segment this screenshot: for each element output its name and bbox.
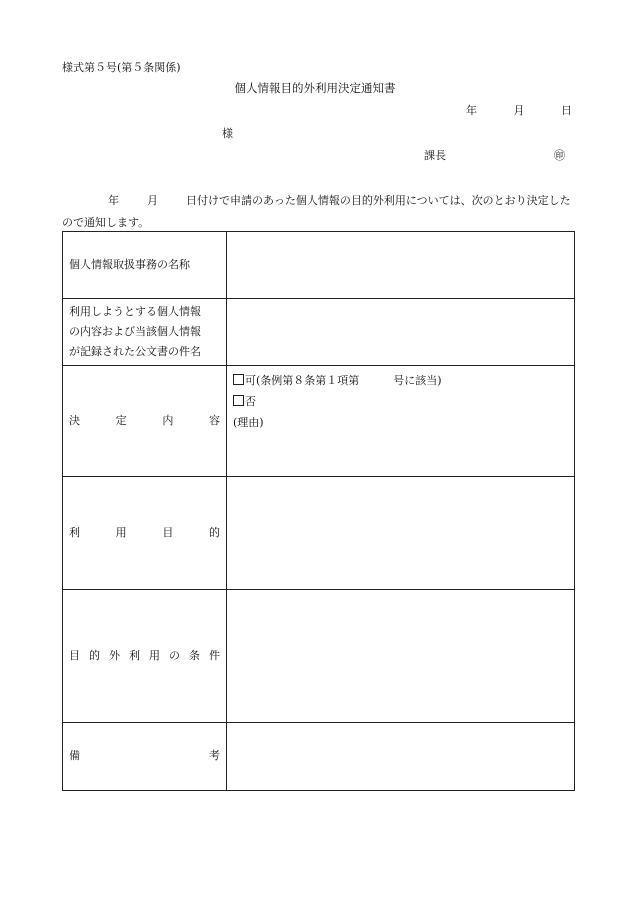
field-remarks[interactable] [227, 722, 575, 790]
option-deny-label: 否 [245, 395, 256, 409]
row1-label-text: 個人情報取扱事務の名称 [69, 258, 190, 272]
table-row [63, 477, 575, 589]
row-label-purpose [63, 477, 227, 589]
row-label-remarks [63, 722, 227, 790]
table-row [63, 722, 575, 790]
notice-body-line1 [62, 190, 574, 212]
row5-label-char: 的 [89, 648, 100, 662]
row2-label-line2: の内容および当該個人情報 [69, 325, 201, 339]
row-label-conditions [63, 589, 227, 722]
date-line [466, 102, 572, 118]
body-year: 年 [108, 194, 119, 207]
row4-label-char: 利 [69, 526, 80, 539]
option-deny[interactable] [233, 391, 568, 412]
row5-label-char: 外 [109, 648, 120, 662]
table-row [63, 366, 575, 477]
row5-label-char: 用 [149, 648, 160, 662]
row4-label-char: 的 [208, 526, 220, 539]
notice-body [62, 190, 574, 234]
row6-label-char: 考 [209, 749, 220, 763]
row3-label-char: 決 [69, 414, 80, 428]
reason-label: (理由) [233, 416, 264, 430]
document-title: 個人情報目的外利用決定通知書 [234, 81, 396, 95]
seal-mark: ㊞ [554, 149, 565, 162]
form-number: 様式第５号(第５条関係) [62, 61, 181, 74]
field-purpose[interactable] [227, 477, 575, 589]
body-month: 月 [147, 194, 158, 207]
row-label-office-name [63, 232, 227, 299]
date-year: 年 [466, 104, 477, 117]
row6-label-char: 備 [69, 749, 80, 763]
row3-label-char: 定 [115, 414, 127, 428]
row3-label-char: 容 [208, 414, 220, 428]
table-row [63, 232, 575, 299]
checkbox-deny[interactable] [233, 395, 244, 406]
field-decision [227, 366, 575, 477]
table-row [63, 299, 575, 366]
date-day: 日 [561, 104, 572, 117]
option-approve-label-b: 号に該当) [393, 374, 442, 388]
row2-label-line1: 利用しようとする個人情報 [69, 305, 201, 319]
row3-label-char: 内 [162, 414, 174, 428]
row5-label-char: 条 [189, 648, 200, 662]
row4-label-char: 目 [162, 526, 174, 539]
row4-label-char: 用 [115, 526, 127, 539]
row5-label-char: の [169, 648, 180, 662]
table-row [63, 589, 575, 722]
option-approve[interactable] [233, 370, 568, 391]
row-label-personal-info [63, 299, 227, 366]
notice-body-line2: ので通知します。 [62, 216, 150, 229]
row5-label-char: 目 [69, 648, 80, 662]
field-personal-info[interactable] [227, 299, 575, 366]
field-conditions[interactable] [227, 589, 575, 722]
addressee-suffix: 様 [222, 127, 233, 140]
option-approve-label-a: 可(条例第８条第１項第 [245, 374, 360, 388]
checkbox-approve[interactable] [233, 374, 244, 385]
row5-label-char: 件 [209, 648, 220, 662]
decision-table [62, 231, 575, 791]
row2-label-line3: が記録された公文書の件名 [69, 345, 201, 359]
row5-label-char: 利 [129, 648, 140, 662]
body-text-main: 日付けで申請のあった個人情報の目的外利用については、次のとおり決定した [186, 194, 571, 207]
field-office-name[interactable] [227, 232, 575, 299]
sender-title: 課長 [424, 149, 446, 162]
row-label-decision [63, 366, 227, 477]
date-month: 月 [513, 104, 525, 117]
